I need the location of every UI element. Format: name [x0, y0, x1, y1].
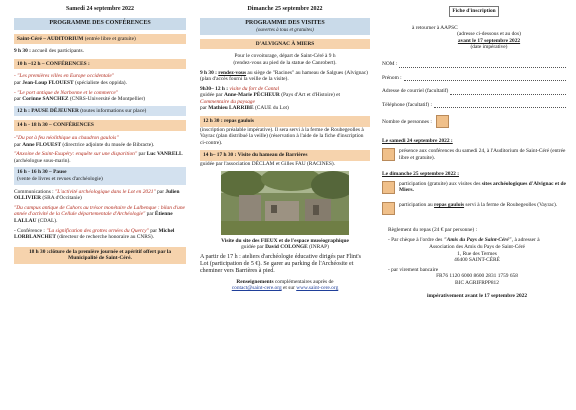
cheque-info: - Par chèque à l'ordre des "Amis du Pays de Saint-Céré", à adresser à	[388, 236, 540, 243]
nom-field[interactable]: NOM :	[382, 61, 566, 68]
website-link[interactable]: www.saint-cere.org	[296, 285, 339, 292]
meal-info: (inscription préalable impérative). Il sera servi à la ferme de Roubegeolles à Vayrac (plan distribué la veille) (réservation à l'aide de la fiche d'inscription ci-contre).	[200, 126, 364, 146]
postal-address: Association des Amis du Pays de Saint-Céré 1, Rue des Termes 46400 SAINT-CÉRÉ	[429, 244, 525, 264]
persons-count-box[interactable]	[436, 115, 449, 128]
venue-name: Saint-Céré – AUDITORIUM	[17, 35, 84, 42]
contact-email-link[interactable]: contact@saint-cere.org	[231, 285, 282, 292]
sunday-label: Le dimanche 25 septembre 2022 :	[382, 171, 460, 178]
photo-caption: Visite du site des FIEUX et de l'espace muséographique guidée par David COLONGE (INRAP)	[221, 237, 349, 251]
persons-row: Nombre de personnes :	[382, 115, 566, 128]
welcome-line: 9 h 30 : accueil des participants.	[14, 48, 84, 55]
venue-note: (entrée libre et gratuite)	[84, 35, 136, 42]
lunch-band: 12 h : PAUSE DÉJEUNER (toutes informations sur place)	[14, 106, 186, 117]
talk-2: - "Le port antique de Narbonne et le commerce" par Corinne SANCHEZ (CNRS-Université de Montpellier)	[14, 89, 146, 103]
saturday-checkbox[interactable]	[382, 148, 395, 161]
sunday-checkbox[interactable]	[382, 181, 395, 194]
venue-band	[14, 34, 186, 45]
carpool-info: Pour le covoiturage, départ de Saint-Céré à 9 h (rendez-vous au pied de la statue de Canrobert).	[233, 53, 337, 66]
return-info: à retourner à AAPSC (adresse ci-dessous et au dos) avant le 17 septembre 2022 (date impérative)	[412, 24, 521, 51]
meal-option: participation au repas gaulois servi à la ferme de Roubegeolles (Vayrac).	[382, 202, 566, 215]
talk-1: - "Les premières villes en Europe occidentale" par Jean-Loup FLOUEST (spécialiste des oppida).	[14, 73, 127, 86]
registration-column	[382, 6, 566, 299]
contact-info: Renseignements complémentaires auprès de contact@saint-cere.org et sur www.saint-cere.org	[231, 278, 339, 292]
conferences-column	[14, 6, 186, 264]
payment-section: Règlement du repas (24 € par personne) : - Par chèque à l'ordre des "Amis du Pays de Saint-Céré", à adresser à Association des Amis du Pays de Saint-Céré 1, Rue des Termes 46400 SAINT-CÉRÉ - par virement bancaire FR76 1120 6000 8600 2831 1759 658 BIC AGRIFRPP812 impérativement avant le 17 septembre 2022	[382, 227, 566, 299]
registration-heading: Fiche d'inscription	[449, 6, 498, 17]
visits-heading: PROGRAMME DES VISITES (ouvertes à tous et gratuites)	[200, 18, 370, 34]
meeting-info: 9 h 30 : rendez-vous au siège de "Racines" au hameau de Salgues (Alvignac) (plan d'accès fourni la veille de la visite).	[200, 69, 368, 83]
talk-4: "Anxoine de Saint-Exupéry: enquête sur une disparition" par Luc VANRELL (archéologue sous-marin).	[14, 151, 183, 164]
visits-column	[200, 6, 370, 295]
visit-2-band: 14 h– 17 h 30 : Visite du hameau de Barrières	[200, 150, 370, 161]
bank-details: FR76 1120 6000 8600 2831 1759 658 BIC AGRIFRPP812	[436, 273, 518, 287]
communication-1: Communications : "L'activité archéologique dans le Lot en 2021" par Julien OLLIVIER (SRA d'Occitanie)	[14, 188, 180, 202]
visit-1: 9h30– 12 h : visite du fort de Cantal guidée par Anne-Marie PÉCHEUR (Pays d'Art et d'Histoire) et Commentaire du paysage par Mathieu LARRIBE (CAUE du Lot)	[200, 85, 341, 112]
visit-2-guide: guidée par l'association DÉCLAM et Gilles FAU (RACINES).	[200, 161, 336, 168]
workshop-info: A partir de 17 h : ateliers d'archéologie éducative dirigés par Flint's Lot (participation de 5 €). Se garer au parking de l'Archéosite et cheminer vers Barrières à pied.	[200, 253, 361, 275]
sunday-option: participation (gratuite) aux visites des sites archéologiques d'Alvignac et de Miers.	[382, 181, 566, 194]
conferences-heading: PROGRAMME DES CONFÉRENCES	[14, 18, 186, 29]
saturday-option: présence aux conférences du samedi 24, à l'Auditorium de Saint-Céré (entrée libre et gratuite).	[382, 148, 566, 161]
archaeological-site-photo	[221, 171, 349, 235]
visits-place-band: D'ALVIGNAC À MIERS	[200, 39, 370, 50]
communication-2: "Du campus antique de Cahors au trésor monétaire de Lalbenque : bilan d'une année d'activité de la Cellule départementale d'Archéologie" par Étienne LALLAU (CDAL).	[14, 204, 185, 224]
sunday-date: Dimanche 25 septembre 2022	[247, 6, 323, 12]
payment-deadline: impérativement avant le 17 septembre 2022	[426, 292, 528, 299]
email-field[interactable]: Adresse de courriel (facultatif)	[382, 88, 566, 95]
meal-band: 12 h 30 : repas gaulois	[200, 116, 370, 127]
afternoon-conferences-band: 14 h - 18 h 30 – CONFÉRENCES	[14, 120, 186, 131]
prenom-field[interactable]: Prénom :	[382, 75, 566, 82]
talk-5: - Conférence : "La signification des grottes ornées du Quercy" par Michel LORBLANCHET (directeur de recherche honoraire au CNRS).	[14, 227, 175, 241]
closing-band: 18 h 30 :clôture de la première journée et apéritif offert par la Municipalité de Saint-Céré.	[14, 247, 186, 264]
morning-conferences-band: 10 h –12 h – CONFÉRENCES :	[14, 59, 186, 70]
saturday-date: Samedi 24 septembre 2022	[65, 6, 135, 12]
pause-band: 16 h - 16 h 30 – Pause (vente de livres et revues d'archéologie)	[14, 167, 186, 184]
meal-checkbox[interactable]	[382, 202, 395, 215]
phone-field[interactable]: Téléphone (facultatif) :	[382, 102, 566, 109]
saturday-label: Le samedi 24 septembre 2022 :	[382, 138, 453, 145]
talk-3: -"Du pot à feu néolithique au chaudron gaulois" par Anne FLOUEST (directrice adjointe du musée de Bibracte).	[14, 134, 155, 148]
